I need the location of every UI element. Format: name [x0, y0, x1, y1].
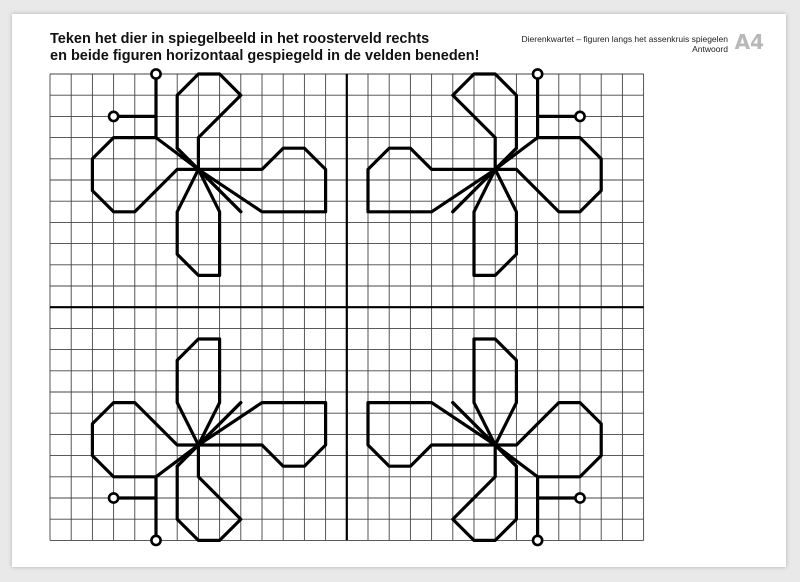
figure-outline — [177, 74, 241, 169]
drawing-grid — [12, 14, 786, 567]
figure-mirror-bottom-right — [368, 339, 601, 545]
paper-format-label: A4 — [734, 30, 764, 54]
antenna-knob — [575, 112, 584, 121]
figure-outline — [177, 445, 241, 540]
antenna-knob — [533, 536, 542, 545]
worksheet-title: Dierenkwartet – figuren langs het assenkruis spiegelen — [521, 34, 728, 44]
figure-mirror-right — [368, 69, 601, 275]
antenna-knob — [533, 69, 542, 78]
antenna-knob — [109, 112, 118, 121]
antenna-knob — [109, 493, 118, 502]
figure-outline — [453, 74, 517, 169]
instruction-line-2: en beide figuren horizontaal gespiegeld in de velden beneden! — [50, 48, 480, 64]
mirror-axes — [50, 74, 644, 540]
antenna-knob — [151, 536, 160, 545]
worksheet-page — [12, 14, 786, 567]
figure-original — [92, 69, 325, 275]
antenna-knob — [151, 69, 160, 78]
worksheet-subtitle: Antwoord — [692, 44, 728, 54]
antenna-knob — [575, 493, 584, 502]
figure-mirror-bottom-left — [92, 339, 325, 545]
figure-outline — [453, 445, 517, 540]
instruction-line-1: Teken het dier in spiegelbeeld in het roosterveld rechts — [50, 31, 430, 47]
